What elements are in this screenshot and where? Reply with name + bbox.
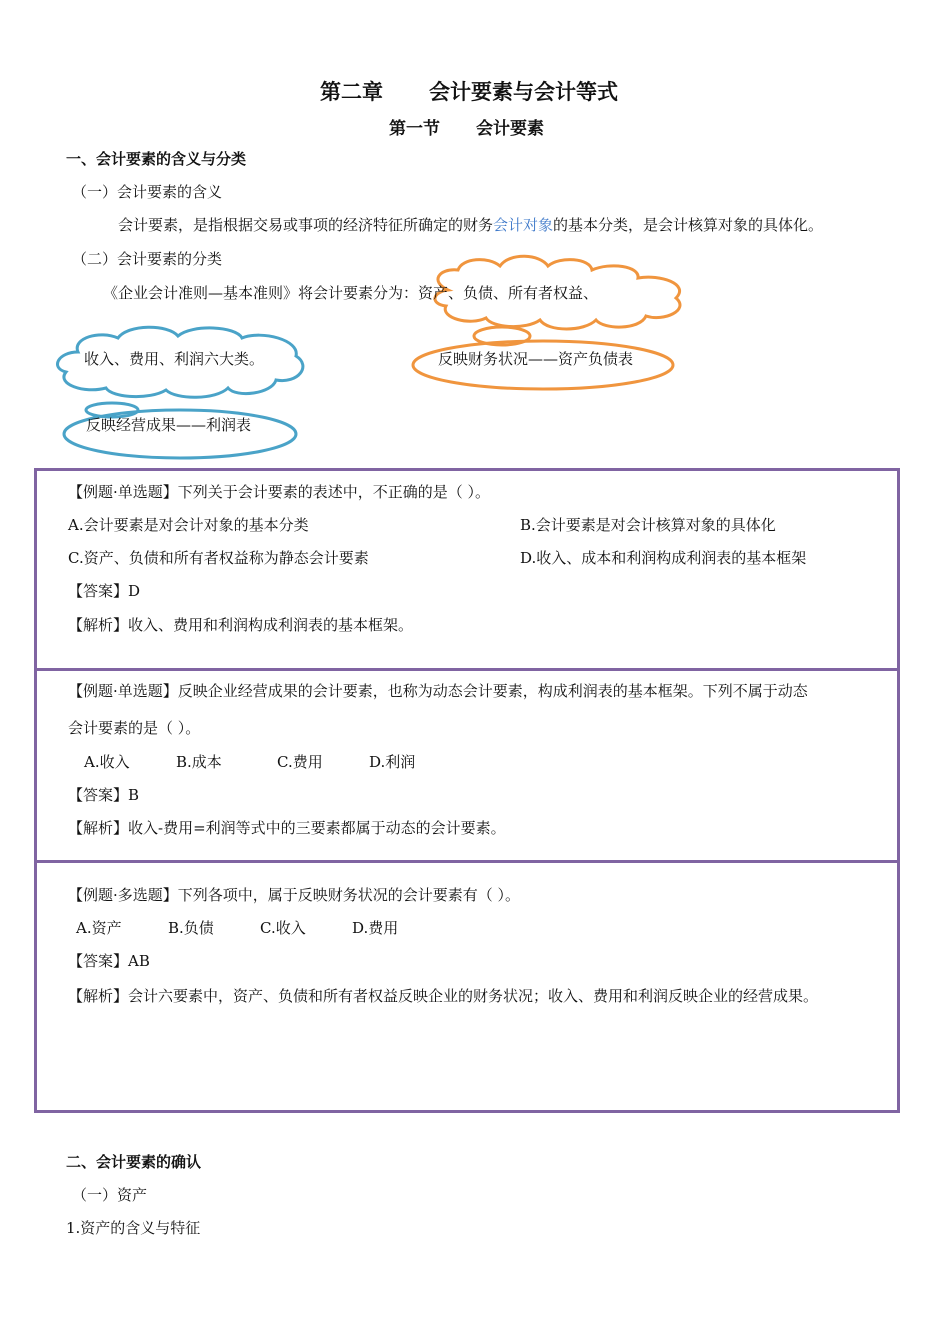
link-accounting-object[interactable]: 会计对象 <box>493 216 554 234</box>
subheading-classification: （二）会计要素的分类 <box>72 250 223 268</box>
example2-option-a: A.收入 <box>84 753 130 771</box>
paragraph-classification-line1: 《企业会计准则—基本准则》将会计要素分为：资产、负债、所有者权益、 <box>103 284 599 302</box>
item-asset-definition: 1.资产的含义与特征 <box>66 1219 201 1237</box>
paragraph-meaning-a: 会计要素，是指根据交易或事项的经济特征所确定的财务 <box>118 216 494 234</box>
example1-question: 【例题·单选题】下列关于会计要素的表述中，不正确的是（ ）。 <box>68 483 491 501</box>
chapter-title <box>320 76 618 106</box>
example1-option-c: C.资产、负债和所有者权益称为静态会计要素 <box>68 549 369 567</box>
paragraph-classification-line2: 收入、费用、利润六大类。 <box>84 350 265 368</box>
paragraph-meaning-b: 的基本分类，是会计核算对象的具体化。 <box>553 216 824 234</box>
example2-question-line2: 会计要素的是（ ）。 <box>68 719 201 737</box>
example2-analysis: 【解析】收入-费用=利润等式中的三要素都属于动态的会计要素。 <box>68 819 506 837</box>
note-operating-results: 反映经营成果——利润表 <box>86 416 252 434</box>
example2-answer: 【答案】B <box>68 786 140 804</box>
example3-option-b: B.负债 <box>168 919 214 937</box>
example3-answer: 【答案】AB <box>68 952 150 970</box>
example3-option-a: A.资产 <box>76 919 122 937</box>
subheading-assets: （一）资产 <box>72 1186 148 1204</box>
example3-question: 【例题·多选题】下列各项中，属于反映财务状况的会计要素有（ ）。 <box>68 886 521 904</box>
example3-option-c: C.收入 <box>260 919 306 937</box>
example2-question-line1: 【例题·单选题】反映企业经营成果的会计要素，也称为动态会计要素，构成利润表的基本框架。下列不属于动态 <box>68 682 808 700</box>
heading-part1: 一、会计要素的含义与分类 <box>66 150 247 168</box>
example1-option-a: A.会计要素是对会计对象的基本分类 <box>68 516 309 534</box>
note-financial-position: 反映财务状况——资产负债表 <box>438 350 634 368</box>
subheading-meaning: （一）会计要素的含义 <box>72 183 223 201</box>
section-name: 会计要素 <box>476 119 544 139</box>
paragraph-meaning <box>118 214 823 235</box>
example2-option-b: B.成本 <box>176 753 222 771</box>
section-number: 第一节 <box>389 119 440 139</box>
example2-option-c: C.费用 <box>277 753 323 771</box>
orange-cloud-bubble <box>474 327 530 345</box>
example1-analysis: 【解析】收入、费用和利润构成利润表的基本框架。 <box>68 616 414 634</box>
example1-answer: 【答案】D <box>68 582 141 600</box>
example3-option-d: D.费用 <box>352 919 399 937</box>
example1-option-b: B.会计要素是对会计核算对象的具体化 <box>520 516 776 534</box>
example1-option-d: D.收入、成本和利润构成利润表的基本框架 <box>520 549 807 567</box>
chapter-name: 会计要素与会计等式 <box>429 80 618 104</box>
chapter-number: 第二章 <box>320 80 383 104</box>
heading-part2: 二、会计要素的确认 <box>66 1153 202 1171</box>
example2-option-d: D.利润 <box>369 753 416 771</box>
example3-analysis: 【解析】会计六要素中，资产、负债和所有者权益反映企业的财务状况；收入、费用和利润反映企业的经营成果。 <box>68 987 819 1005</box>
section-title <box>389 114 544 139</box>
annotation-doodles <box>0 0 950 470</box>
